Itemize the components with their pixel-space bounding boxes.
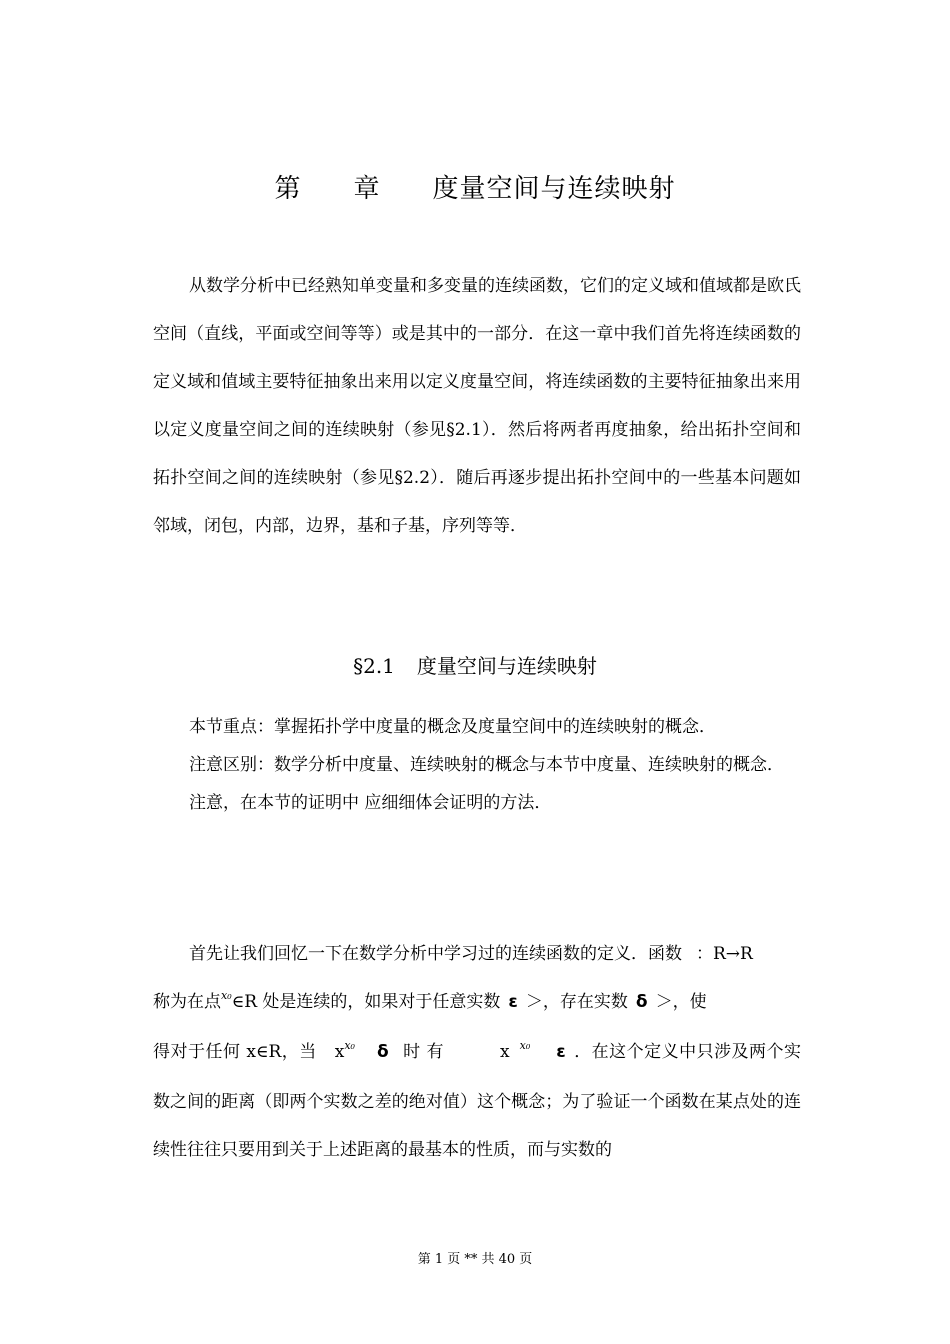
- intro-paragraph: [153, 262, 801, 550]
- x0-superscript: x₀: [221, 989, 232, 1002]
- body-line3-c: ．在这个定义中只涉及两个实数之间的距离（即两个实数之差的绝对值）这个概念；为了验证一个函数在某点处的连续性往往只要用到关于上述距离的最基本的性质，而与实数的: [153, 1042, 802, 1160]
- x-variable: x: [334, 1042, 345, 1062]
- gt-symbol-1: ＞: [525, 992, 543, 1012]
- page-footer: [0, 1248, 950, 1267]
- body-line3-a: 得对于任何 x∈R，当: [153, 1042, 317, 1062]
- intro-text: 从数学分析中已经熟知单变量和多变量的连续函数，它们的定义域和值域都是欧氏空间（直线，平面或空间等等）或是其中的一部分．在这一章中我们首先将连续函数的定义域和值域主要特征抽象出来用以定义度量空间，将连续函数的主要特征抽象出来用以定义度量空间之间的连续映射（参见§2.1）．然后将两者再度抽象，给出拓扑空间和拓扑空间之间的连续映射（参见§2.2）．随后再逐步提出拓扑空间中的一些基本问题如邻域，闭包，内部，边界，基和子基，序列等等．: [153, 276, 801, 536]
- body-line2-b: ∈R 处是连续的，如果对于任意实数: [231, 992, 501, 1012]
- epsilon-symbol-2: ε: [556, 1042, 566, 1062]
- section-title: [0, 650, 950, 679]
- gt-symbol-2: ＞: [655, 992, 673, 1012]
- epsilon-symbol: ε: [508, 992, 518, 1012]
- body-line2-a: 称为在点: [153, 992, 221, 1012]
- delta-symbol: δ: [635, 992, 648, 1012]
- chapter-title: [0, 168, 950, 205]
- body-line1-b: ：R→R: [696, 944, 753, 964]
- note-key-point: 本节重点：掌握拓扑学中度量的概念及度量空间中的连续映射的概念．: [189, 717, 716, 737]
- body-line2-c: ，存在实数: [542, 992, 628, 1012]
- x-variable-2: x: [500, 1042, 510, 1062]
- page-number: 第 1 页 ** 共 40 页: [417, 1252, 533, 1267]
- note-attention: 注意，在本节的证明中 应细细体会证明的方法．: [189, 793, 552, 813]
- body-paragraph: [153, 930, 801, 1174]
- delta-symbol-2: δ: [376, 1042, 389, 1062]
- x0-superscript-3: x₀: [519, 1039, 531, 1052]
- body-line2-d: ，使: [672, 992, 707, 1012]
- x0-superscript-2: x₀: [344, 1039, 355, 1052]
- chapter-title-part1: 第: [274, 174, 302, 204]
- note-distinction: 注意区别：数学分析中度量、连续映射的概念与本节中度量、连续映射的概念．: [189, 755, 784, 775]
- chapter-title-part2: 章: [353, 174, 381, 204]
- section-number: §2.1: [353, 654, 395, 678]
- body-line3-b: 时 有: [402, 1042, 445, 1062]
- chapter-title-text: 度量空间与连续映射: [432, 174, 676, 204]
- section-title-text: 度量空间与连续映射: [416, 654, 597, 678]
- body-line1-a: 首先让我们回忆一下在数学分析中学习过的连续函数的定义．函数: [189, 944, 682, 964]
- section-notes: [153, 708, 801, 822]
- body-text: [153, 930, 801, 1174]
